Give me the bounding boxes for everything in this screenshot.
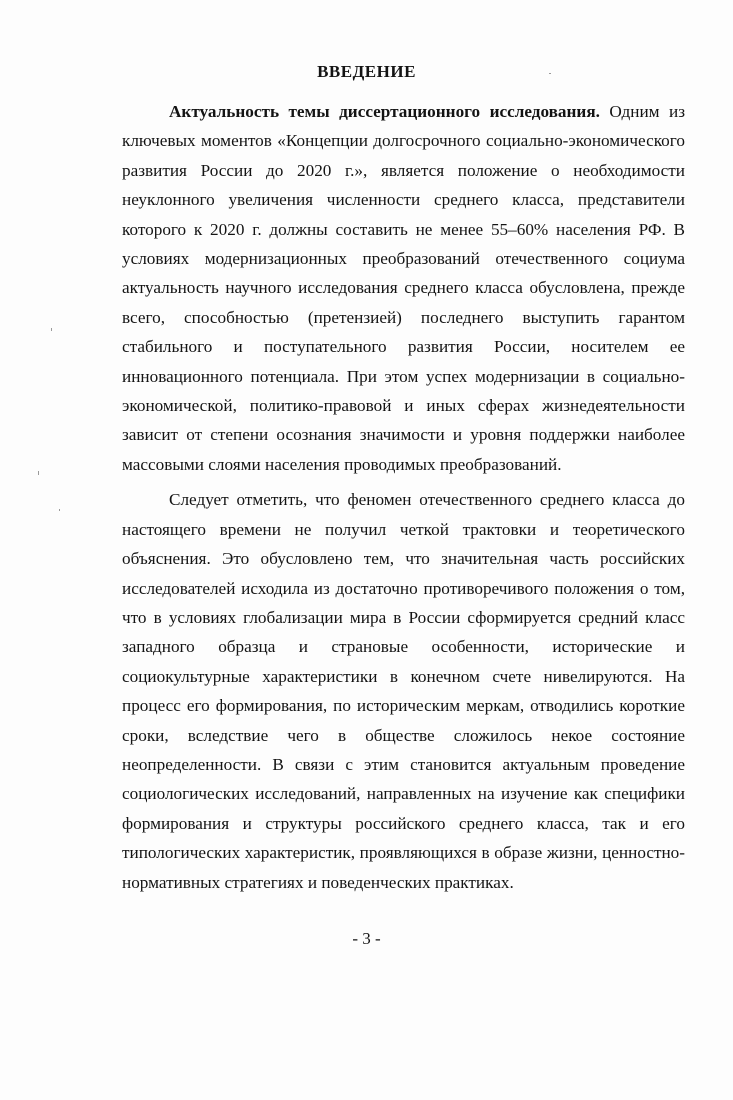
paragraph-text: Следует отметить, что феномен отечественного среднего класса до настоящего времени не получил четкой трактовки и теоретического объяснения. Это обусловлено тем, что значительная часть российских исследователей исходила из достаточно противоречивого положения о том, что в условиях глобализации мира в России сформируется средний класс западного образца и страновые особенности, исторические и социокультурные характеристики в конечном счете нивелируются. На процесс его формирования, по историческим меркам, отводились короткие сроки, вследствие чего в обществе сложилось некое состояние неопределенности. В связи с этим становится актуальным проведение социологических исследований, направленных на изучение как специфики формирования и структуры российского среднего класса, так и его типологических характеристик, проявляющихся в образе жизни, ценностно-нормативных стратегиях и поведенческих практиках. [122, 490, 685, 892]
paragraph-relevance [122, 97, 685, 479]
scan-speck [549, 73, 551, 74]
paragraph-text: Одним из ключевых моментов «Концепции долгосрочного социально-экономического развития России до 2020 г.», является положение о необходимости неуклонного увеличения численности среднего класса, представители которого к 2020 г. должны составить не менее 55–60% населения РФ. В условиях модернизационных преобразований отечественного социума актуальность научного исследования среднего класса обусловлена, прежде всего, способностью (претензией) последнего выступить гарантом стабильного и поступательного развития России, носителем ее инновационного потенциала. При этом успех модернизации в социально-экономической, политико-правовой и иных сферах жизнедеятельности зависит от степени осознания значимости и уровня поддержки наиболее массовыми слоями населения проводимых преобразований. [122, 102, 685, 474]
page-number: - 3 - [352, 929, 381, 948]
paragraph-middle-class [122, 485, 685, 897]
body-text [122, 97, 685, 897]
scan-speck [38, 471, 39, 475]
section-heading: ВВЕДЕНИЕ [317, 62, 416, 81]
paragraph-lead: Актуальность темы диссертационного исследования. [169, 102, 600, 121]
scan-speck [59, 509, 60, 511]
scan-speck [51, 328, 52, 331]
